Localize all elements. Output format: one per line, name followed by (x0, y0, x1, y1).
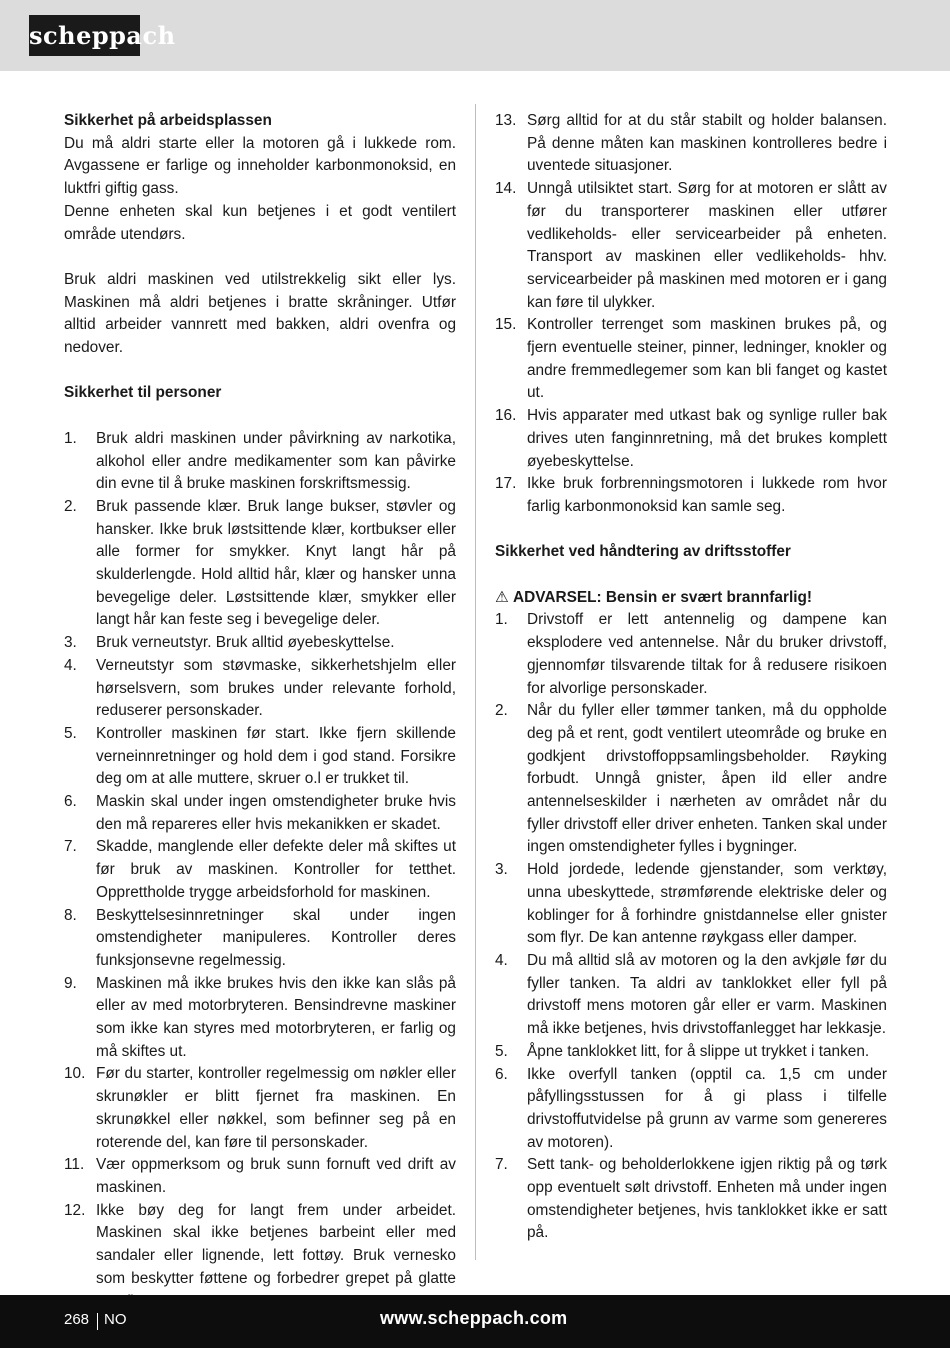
list-text: Beskyttelsesinnretninger skal under ingen omstendigheter manipuleres. Kontroller deres funksjonsevne regelmessig. (96, 906, 456, 969)
list-text: Bruk aldri maskinen under påvirkning av narkotika, alkohol eller andre medikamenter som kan påvirke din evne til å bruke maskinen forskriftsmessig. (96, 429, 456, 493)
list-item (495, 700, 887, 859)
list-text: Bruk verneutstyr. Bruk alltid øyebeskyttelse. (96, 634, 395, 652)
list-number: 5. (495, 1042, 508, 1060)
list-number: 11. (64, 1156, 85, 1174)
section-heading-persons: Sikkerhet til personer (64, 384, 222, 402)
list-item (64, 1154, 456, 1199)
list-text: Verneutstyr som støvmaske, sikkerhetshjelm eller hørselsvern, som brukes under relevante forhold, reduserer personskader. (96, 656, 456, 720)
list-text: Åpne tanklokket litt, for å slippe ut trykket i tanken. (527, 1042, 870, 1060)
list-item (495, 405, 887, 473)
list-text: Maskinen må ikke brukes hvis den ikke kan slås på eller av med motorbryteren. Bensindrevne maskiner som ikke kan styres med motorbryteren, er farlig og må skiftes ut. (96, 974, 456, 1060)
list-text: Sørg alltid for at du står stabilt og holder balansen. På denne måten kan maskinen kontrolleres bedre i uventede situasjoner. (527, 112, 887, 175)
section-heading-fuel: Sikkerhet ved håndtering av driftsstoffer (495, 543, 791, 561)
list-number: 10. (64, 1065, 86, 1083)
list-text: Sett tank- og beholderlokkene igjen riktig på og tørk opp eventuelt sølt drivstoff. Enheten må under ingen omstendigheter betjenes, hvis tanklokket ikke er satt på. (527, 1156, 887, 1242)
list-text: Kontroller maskinen før start. Ikke fjern skillende verneinnretninger og hold dem i god stand. Forsikre deg om at alle muttere, skruer o.l er trukket til. (96, 724, 456, 788)
list-text: Hold jordede, ledende gjenstander, som verktøy, unna ubeskyttede, strømførende elektriske deler og koblinger for å forhindre gnistdannelse eller gnister som flyr. De kan antenne røykgass eller damper. (527, 861, 887, 947)
list-number: 16. (495, 407, 517, 425)
list-number: 17. (495, 475, 517, 493)
paragraph: Bruk aldri maskinen ved utilstrekkelig sikt eller lys. Maskinen må aldri betjenes i bratte skråninger. Utfør alltid arbeider vannrett med bakken, aldri ovenfra og nedover. (64, 270, 456, 357)
list-text: Unngå utilsiktet start. Sørg for at motoren er slått av før du transporterer maskinen eller utfører vedlikeholds- eller servicearbeider på enheten. Transport av maskinen eller vedlikeholds- hhv. servicearbeider på maskinen med motoren er i gang kan føre til ulykker. (527, 180, 887, 311)
warning-text: ADVARSEL: Bensin er svært brannfarlig! (513, 588, 813, 606)
list-item (495, 178, 887, 314)
list-text: Drivstoff er lett antennelig og dampene kan eksplodere ved antennelse. Når du bruker drivstoff, gjennomfør tilsvarende tiltak for å redusere risikoen for alvorlige personskader. (527, 611, 887, 697)
list-text: Hvis apparater med utkast bak og synlige ruller bak drives uten fanginnretning, må det brukes komplett øyebeskyttelse. (527, 407, 887, 470)
list-item (64, 496, 456, 632)
safety-list-persons (64, 428, 456, 1313)
list-item (495, 1154, 887, 1245)
list-item (64, 905, 456, 973)
list-item (495, 473, 887, 518)
list-item (64, 632, 456, 655)
list-item (495, 609, 887, 700)
list-number: 15. (495, 316, 517, 334)
list-number: 2. (64, 497, 77, 515)
safety-list-persons-continued (495, 110, 887, 519)
page-footer (0, 1295, 950, 1348)
list-number: 7. (64, 838, 77, 856)
list-item (495, 859, 887, 950)
column-divider (475, 104, 476, 1260)
page-header (0, 0, 950, 71)
list-number: 1. (64, 429, 77, 447)
list-number: 7. (495, 1156, 508, 1174)
list-text: Bruk passende klær. Bruk lange bukser, støvler og hansker. Ikke bruk løstsittende klær, kortbukser eller alle former for smykker. Knyt langt hår på skulderlengde. Hold alltid hår, klær og hansker unna bevegelige deler. Løstsittende klær, smykker eller langt hår kan feste seg i bevegelige deler. (96, 497, 456, 629)
list-number: 6. (64, 793, 77, 811)
warning-line (495, 587, 887, 610)
left-column (64, 110, 456, 1313)
list-text: Ikke bøy deg for langt frem under arbeidet. Maskinen skal ikke betjenes barbeint eller med sandaler eller lignende, lett fottøy. Bruk vernesko som beskytter føttene og forbedrer grepet på glatte (96, 1201, 456, 1287)
list-item (64, 973, 456, 1064)
website-url: www.scheppach.com (380, 1308, 568, 1328)
list-number: 6. (495, 1065, 508, 1083)
list-item (495, 314, 887, 405)
list-text: Kontroller terrenget som maskinen brukes på, og fjern eventuelle steiner, pinner, ledninger, knokler og andre fremmedlegemer som kan bli fanget og kastet ut. (527, 316, 887, 402)
list-text: Når du fyller eller tømmer tanken, må du oppholde deg på et rent, godt ventilert uteområde og bruke en godkjent drivstoffoppsamlingsbeholder. Røyking forbudt. Unngå gnister, åpen ild eller andre antennelseskilder i nærheten av området når du fyller drivstoff eller driver enheten. Tanken skal under ingen omstendigheter fylles i bygninger. (527, 702, 887, 856)
section-heading-workplace: Sikkerhet på arbeidsplassen (64, 112, 272, 129)
list-text: Vær oppmerksom og bruk sunn fornuft ved drift av maskinen. (96, 1156, 456, 1196)
list-text: Ikke overfyll tanken (opptil ca. 1,5 cm under påfyllingsstussen for å gi plass i tilfelle drivstoffutvidelse på grunn av varme som genereres av motoren). (527, 1065, 887, 1151)
scheppach-logo: scheppach (29, 15, 140, 56)
list-item (64, 1063, 456, 1154)
list-text: Maskin skal under ingen omstendigheter bruke hvis den må repareres eller hvis mekanikken er skadet. (96, 793, 456, 833)
list-number: 3. (64, 634, 77, 652)
footer-separator (97, 1313, 98, 1330)
list-number: 2. (495, 702, 508, 720)
list-number: 1. (495, 611, 508, 629)
right-column (495, 110, 887, 1245)
list-item (495, 950, 887, 1041)
list-number: 12. (64, 1201, 86, 1219)
list-number: 8. (64, 906, 77, 924)
page-number: 268 (64, 1311, 90, 1328)
list-text: Skadde, manglende eller defekte deler må skiftes ut før bruk av maskinen. Kontroller for tetthet. Opprettholde trygge arbeidsforhold for maskinen. (96, 838, 456, 901)
paragraph: Du må aldri starte eller la motoren gå i lukkede rom. Avgassene er farlige og inneholder karbonmonoksid, en luktfri giftig gass. (64, 134, 456, 198)
list-text: Ikke bruk forbrenningsmotoren i lukkede rom hvor farlig karbonmonoksid kan samle seg. (527, 475, 887, 515)
list-item (64, 723, 456, 791)
list-number: 9. (64, 974, 77, 992)
list-number: 3. (495, 861, 508, 879)
list-number: 5. (64, 724, 77, 742)
list-item (64, 791, 456, 836)
list-item (495, 110, 887, 178)
list-item (495, 1041, 887, 1064)
safety-list-fuel (495, 609, 887, 1245)
language-code: NO (104, 1311, 127, 1328)
paragraph: Denne enheten skal kun betjenes i et godt ventilert område utendørs. (64, 202, 456, 243)
list-item (64, 655, 456, 723)
list-number: 14. (495, 180, 517, 198)
list-number: 4. (64, 656, 77, 674)
list-item (64, 836, 456, 904)
list-number: 13. (495, 112, 517, 129)
list-item (495, 1064, 887, 1155)
list-text: Du må alltid slå av motoren og la den avkjøle før du fyller tanken. Ta aldri av tanklokket eller fyll på drivstoff mens motoren går eller er varm. Maskinen må ikke betjenes, hvis drivstoffanlegget har lekkasje. (527, 951, 887, 1038)
list-item (64, 428, 456, 496)
list-number: 4. (495, 951, 508, 969)
list-text: Før du starter, kontroller regelmessig om nøkler eller skrunøkler er blitt fjernet fra maskinen. En skrunøkkel eller nøkkel, som befinner seg på en roterende del, kan føre til personskader. (96, 1065, 456, 1151)
warning-icon: ⚠ (495, 588, 509, 606)
